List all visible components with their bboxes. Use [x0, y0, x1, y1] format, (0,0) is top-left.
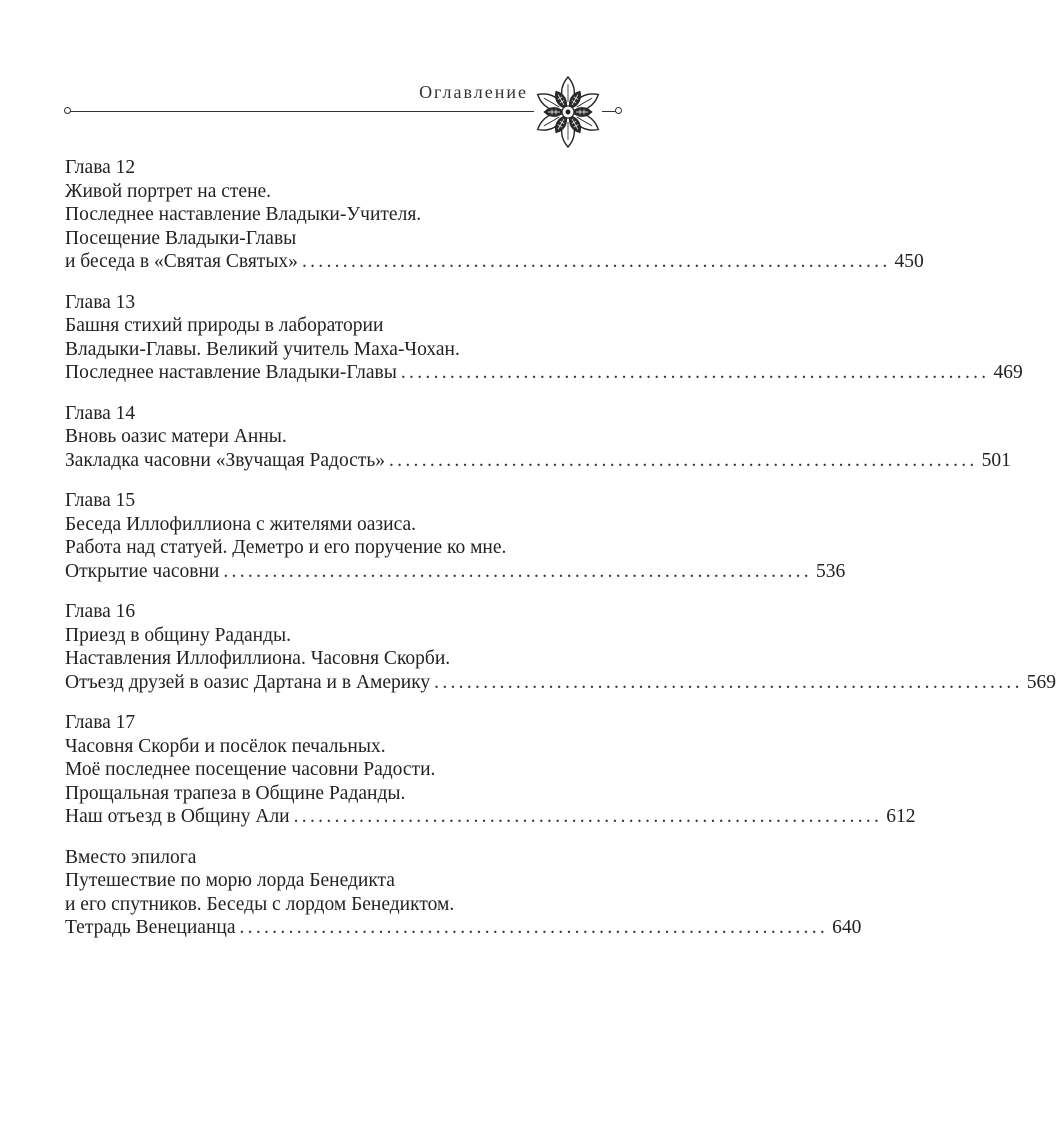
- running-head-title: Оглавление: [419, 82, 528, 102]
- page-number: 536: [815, 560, 846, 582]
- chapter-subtitle-line: Приезд в общину Раданды.: [65, 624, 291, 646]
- toc-entry-chapter-12: [65, 156, 924, 274]
- page-number: 640: [832, 917, 862, 938]
- rule-left-end-dot: [64, 107, 71, 114]
- chapter-subtitle-line: Отъезд друзей в оазис Дартана и в Америку: [65, 671, 431, 693]
- chapter-subtitle-line: Тетрадь Венецианца: [65, 917, 236, 938]
- chapter-subtitle-line: Путешествие по морю лорда Бенедикта: [65, 870, 395, 891]
- chapter-label: Глава 16: [65, 601, 136, 622]
- dot-leader: ........................................................................: [301, 251, 891, 272]
- chapter-leader-line: [65, 361, 1023, 385]
- table-of-contents: [65, 156, 1056, 957]
- toc-entry-epilogue: [65, 846, 862, 940]
- chapter-subtitle-line: Последнее наставление Владыки-Главы: [65, 362, 397, 383]
- chapter-subtitle-line: и его спутников. Беседы с лордом Бенедиктом.: [65, 893, 455, 915]
- toc-entry-chapter-16: [65, 600, 1056, 694]
- dot-leader: ........................................................................: [389, 449, 978, 471]
- chapter-subtitle-line: Часовня Скорби и посёлок печальных.: [65, 735, 386, 757]
- chapter-subtitle-line: Закладка часовни «Звучащая Радость»: [65, 449, 385, 471]
- chapter-leader-line: [65, 449, 1011, 473]
- chapter-subtitle-line: Беседа Иллофиллиона с жителями оазиса.: [65, 513, 416, 535]
- chapter-subtitle-line: Прощальная трапеза в Общине Раданды.: [65, 782, 406, 804]
- toc-entry-chapter-17: [65, 711, 916, 829]
- chapter-leader-line: [65, 671, 1056, 695]
- page-number: 569: [1026, 671, 1056, 693]
- chapter-label: Глава 12: [65, 157, 136, 178]
- chapter-label: Глава 17: [65, 712, 136, 733]
- chapter-subtitle-line: Работа над статуей. Деметро и его поручение ко мне.: [65, 537, 507, 558]
- chapter-label: Вместо эпилога: [65, 846, 197, 868]
- chapter-label: Глава 14: [65, 402, 136, 424]
- page-number: 469: [993, 362, 1023, 383]
- toc-entry-chapter-15: [65, 489, 846, 583]
- dot-leader: ........................................................................: [223, 560, 812, 582]
- chapter-subtitle-line: Наставления Иллофиллиона. Часовня Скорби.: [65, 648, 451, 669]
- toc-entry-chapter-13: [65, 291, 1023, 385]
- chapter-subtitle-line: Моё последнее посещение часовни Радости.: [65, 759, 436, 780]
- dot-leader: ........................................................................: [434, 671, 1023, 693]
- chapter-label: Глава 13: [65, 291, 136, 313]
- chapter-subtitle-line: и беседа в «Святая Святых»: [65, 251, 298, 272]
- toc-entry-chapter-14: [65, 402, 1011, 473]
- chapter-subtitle-line: Вновь оазис матери Анны.: [65, 426, 287, 447]
- dot-leader: ........................................................................: [239, 917, 829, 938]
- mandala-ornament-icon: [534, 75, 602, 149]
- page-number: 501: [981, 449, 1011, 471]
- chapter-subtitle-line: Посещение Владыки-Главы: [65, 227, 297, 249]
- chapter-subtitle-line: Башня стихий природы в лаборатории: [65, 315, 384, 336]
- page-number: 450: [894, 251, 924, 272]
- rule-right-end-dot: [615, 107, 622, 114]
- page-header: [0, 68, 709, 158]
- chapter-leader-line: [65, 916, 862, 940]
- chapter-leader-line: [65, 250, 924, 274]
- dot-leader: ........................................................................: [293, 806, 883, 827]
- chapter-subtitle-line: Наш отъезд в Общину Али: [65, 806, 290, 827]
- chapter-subtitle-line: Последнее наставление Владыки-Учителя.: [65, 204, 422, 225]
- chapter-leader-line: [65, 805, 916, 829]
- chapter-subtitle-line: Живой портрет на стене.: [65, 180, 272, 202]
- dot-leader: ........................................................................: [400, 362, 990, 383]
- chapter-subtitle-line: Владыки-Главы. Великий учитель Маха-Чохан.: [65, 338, 460, 360]
- chapter-label: Глава 15: [65, 490, 136, 511]
- chapter-leader-line: [65, 560, 846, 584]
- page-number: 612: [886, 806, 916, 827]
- chapter-subtitle-line: Открытие часовни: [65, 560, 220, 582]
